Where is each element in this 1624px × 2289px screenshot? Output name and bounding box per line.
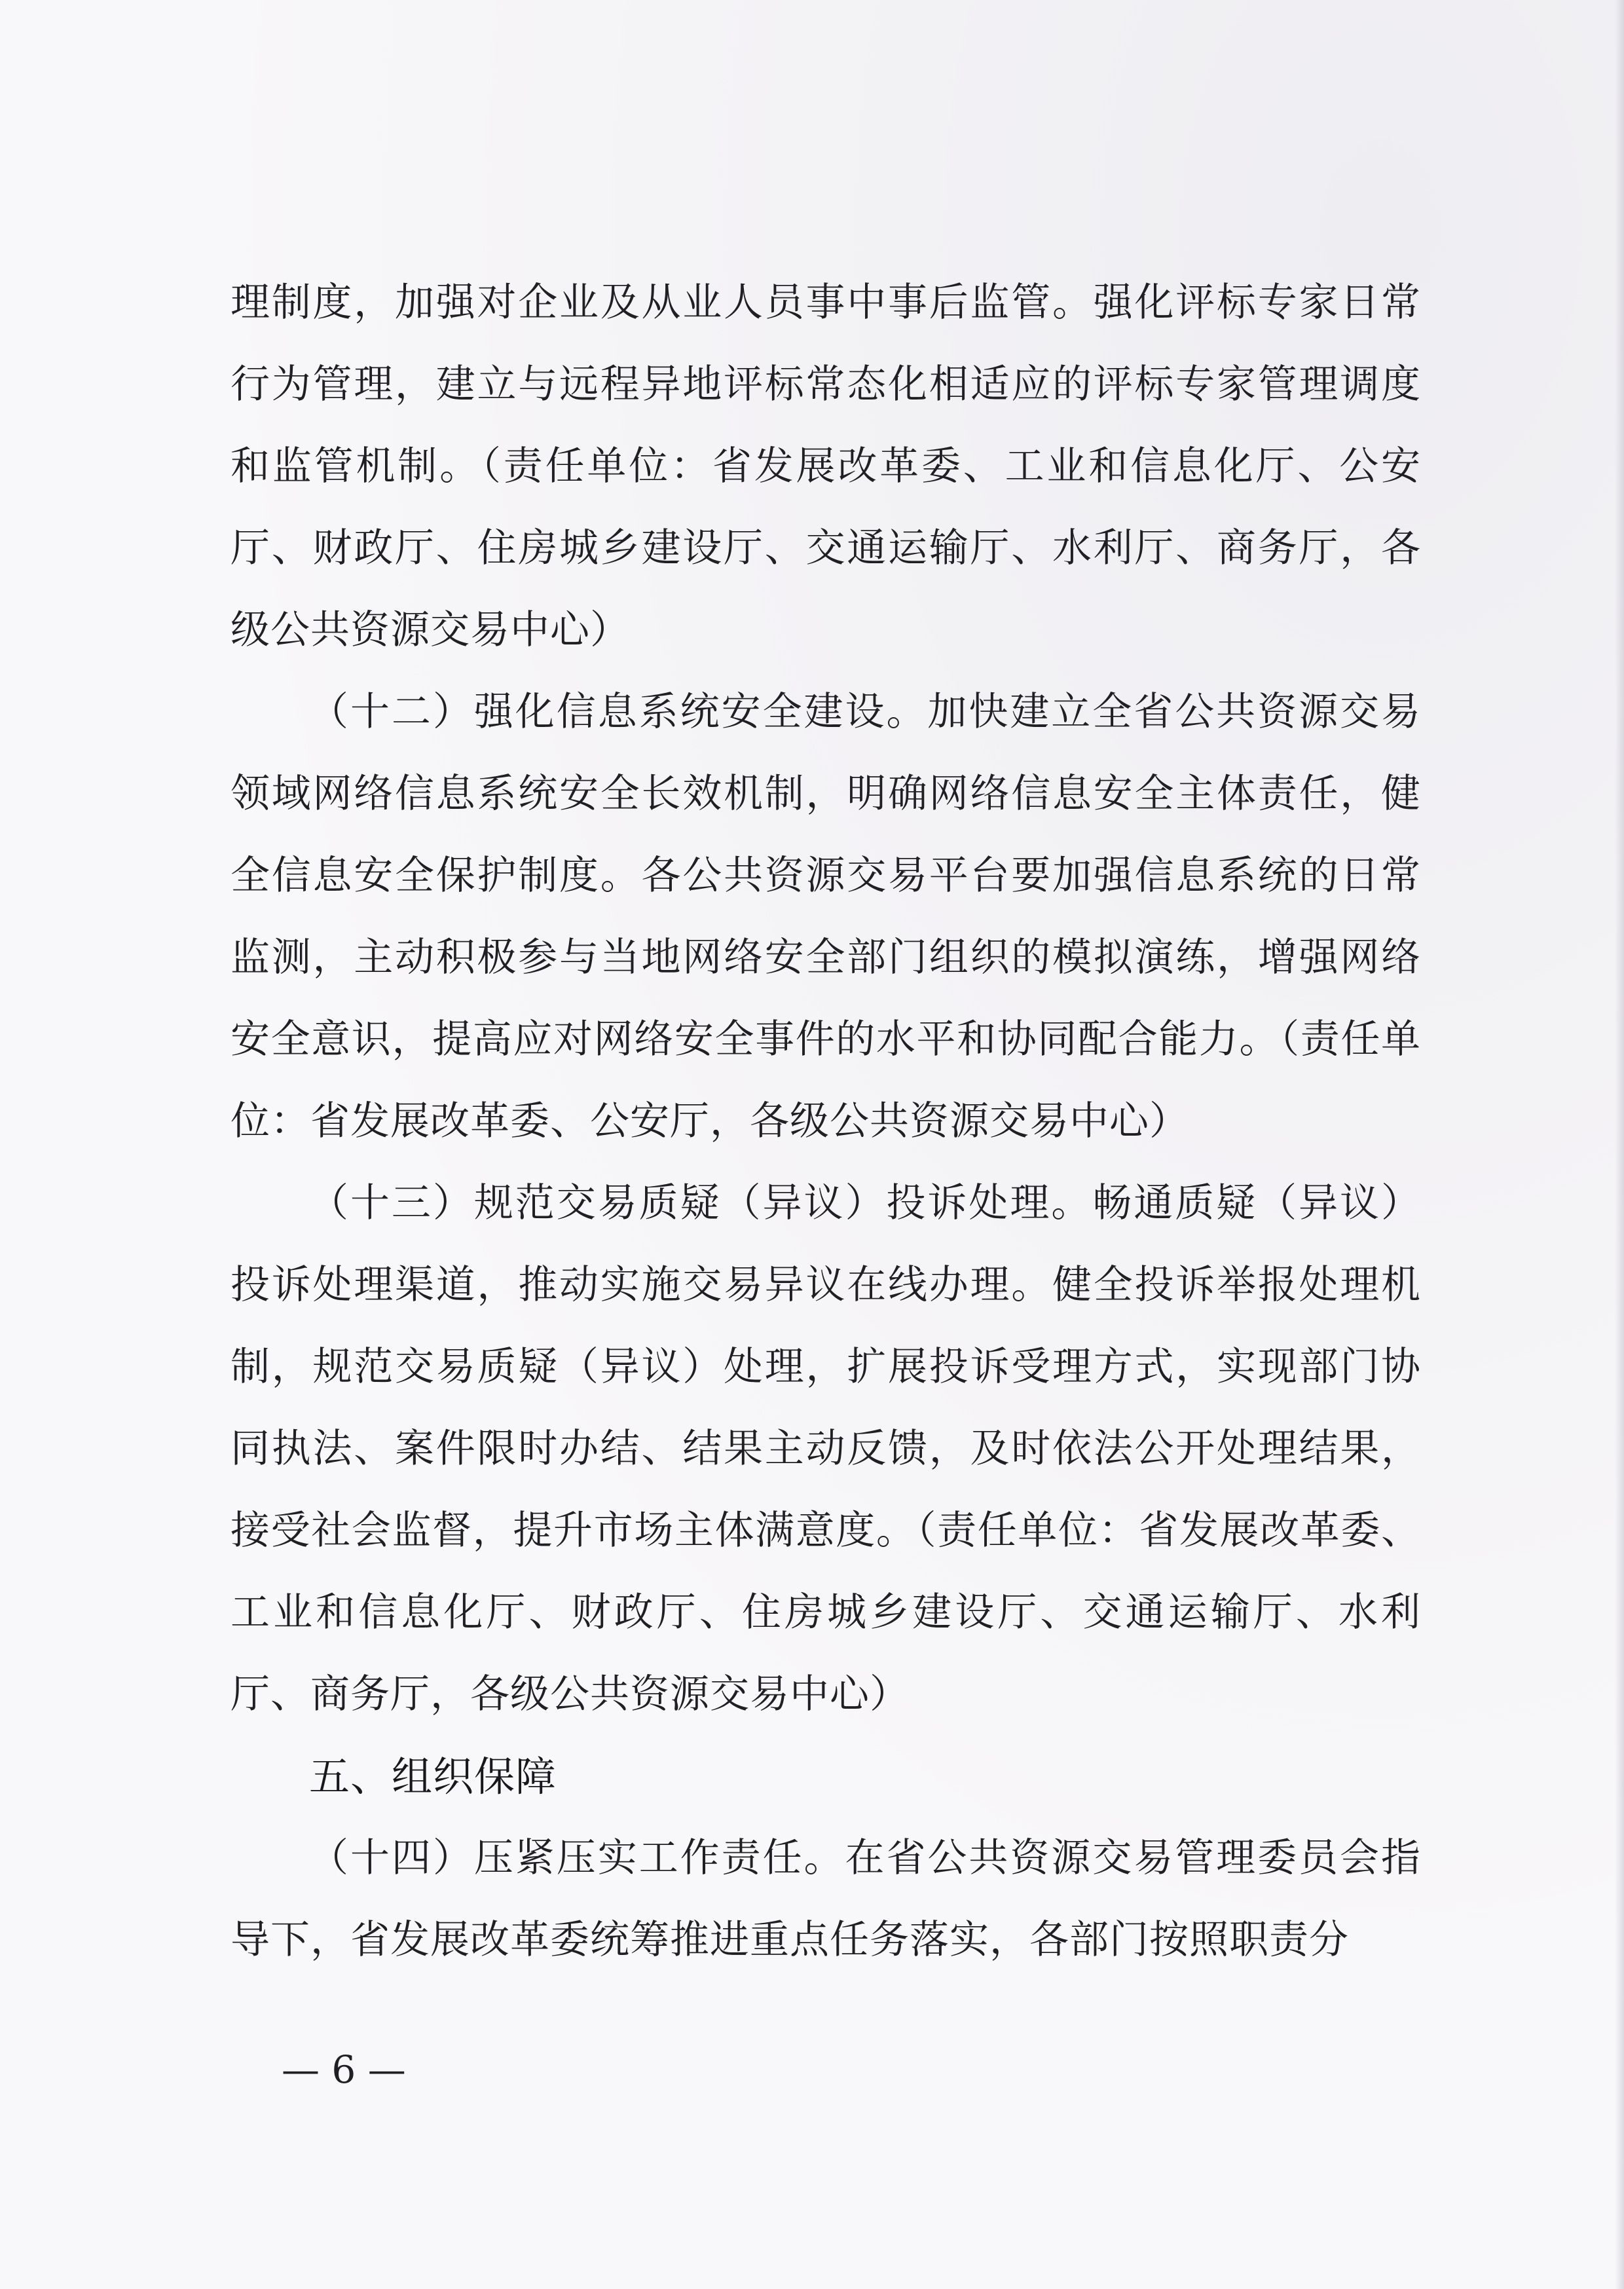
page-edge-shadow	[1615, 0, 1624, 2289]
page-number: — 6 —	[282, 2047, 406, 2092]
paragraph-continuation: 理制度，加强对企业及从业人员事中事后监管。强化评标专家日常行为管理，建立与远程异地评标常态化相适应的评标专家管理调度和监管机制。（责任单位：省发展改革委、工业和信息化厅、公安厅、财政厅、住房城乡建设厅、交通运输厅、水利厅、商务厅，各级公共资源交易中心）	[231, 280, 1421, 653]
document-body	[231, 262, 1421, 1981]
paragraph-item-13: （十三）规范交易质疑（异议）投诉处理。畅通质疑（异议）投诉处理渠道，推动实施交易异议在线办理。健全投诉举报处理机制，规范交易质疑（异议）处理，扩展投诉受理方式，实现部门协同执法、案件限时办结、结果主动反馈，及时依法公开处理结果，接受社会监督，提升市场主体满意度。（责任单位：省发展改革委、工业和信息化厅、财政厅、住房城乡建设厅、交通运输厅、水利厅、商务厅，各级公共资源交易中心）	[231, 1180, 1421, 1717]
paragraph-item-14: （十四）压紧压实工作责任。在省公共资源交易管理委员会指导下，省发展改革委统筹推进重点任务落实，各部门按照职责分	[231, 1835, 1421, 1963]
paragraph-item-12: （十二）强化信息系统安全建设。加快建立全省公共资源交易领域网络信息系统安全长效机制，明确网络信息安全主体责任，健全信息安全保护制度。各公共资源交易平台要加强信息系统的日常监测，主动积极参与当地网络安全部门组织的模拟演练，增强网络安全意识，提高应对网络安全事件的水平和协同配合能力。（责任单位：省发展改革委、公安厅，各级公共资源交易中心）	[231, 689, 1421, 1144]
section-heading: 五、组织保障	[309, 1753, 557, 1800]
